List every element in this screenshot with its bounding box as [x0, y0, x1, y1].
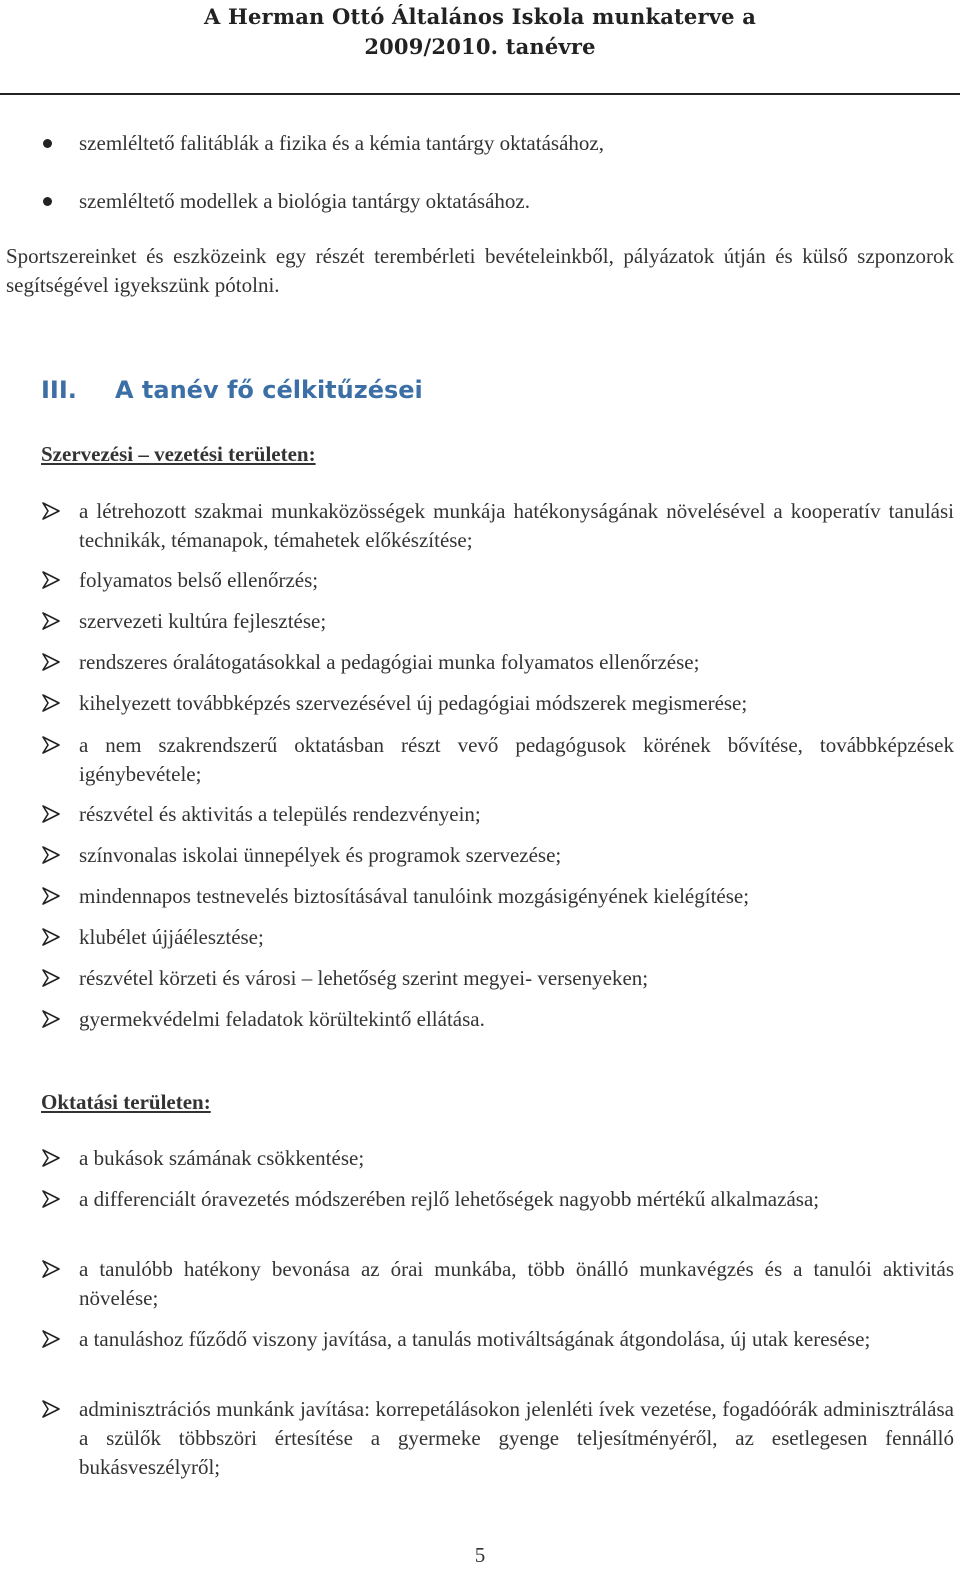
list-item-text: adminisztrációs munkánk javítása: korrepetálásokon jelenléti ívek vezetése, fogadóórák adminisztrálása a szülők többszöri értesítése a gyermeke gyenge teljesítményéről, az esetlegesen fennálló bukásveszélyről;	[79, 1397, 954, 1479]
list-item	[41, 1185, 954, 1214]
list-item	[41, 964, 954, 993]
list-item-text: a tanulóbb hatékony bevonása az órai munkába, több önálló munkavégzés és a tanulói aktivitás növelése;	[79, 1257, 954, 1310]
arrow-bullet-icon	[41, 928, 61, 946]
arrow-bullet-icon	[41, 694, 61, 712]
organizational-heading: Szervezési – vezetési területen:	[41, 442, 316, 466]
list-item	[0, 129, 960, 159]
intro-paragraph: Sportszereinket és eszközeink egy részét terembérleti bevételeinkből, pályázatok útján és külső szponzorok segítségével igyekszünk pótolni.	[6, 244, 954, 297]
arrow-bullet-icon	[41, 1330, 61, 1348]
header-divider	[0, 93, 960, 95]
list-item-text: a nem szakrendszerű oktatásban részt vevő pedagógusok körének bővítése, továbbképzések igénybevétele;	[79, 733, 954, 786]
bullet-icon	[43, 139, 52, 148]
list-item	[0, 187, 960, 217]
list-item	[41, 648, 954, 677]
list-item	[41, 882, 954, 911]
list-item-text: részvétel és aktivitás a település rendezvényein;	[79, 802, 481, 826]
list-item	[41, 607, 954, 636]
list-item-text: részvétel körzeti és városi – lehetőség szerint megyei- versenyeken;	[79, 966, 649, 990]
arrow-bullet-icon	[41, 1190, 61, 1208]
list-item	[41, 497, 954, 555]
list-item-text: a bukások számának csökkentése;	[79, 1146, 365, 1170]
bullet-icon	[43, 197, 52, 206]
section-heading	[41, 376, 423, 416]
section-number: III.	[41, 376, 77, 404]
educational-heading: Oktatási területen:	[41, 1090, 211, 1114]
arrow-bullet-icon	[41, 887, 61, 905]
list-item	[41, 1325, 954, 1354]
header-title-line-1: A Herman Ottó Általános Iskola munkaterve a	[203, 4, 757, 29]
list-item-text: szervezeti kultúra fejlesztése;	[79, 609, 327, 633]
arrow-bullet-icon	[41, 502, 61, 520]
arrow-bullet-icon	[41, 571, 61, 589]
arrow-bullet-icon	[41, 1400, 61, 1418]
list-item-text: a differenciált óravezetés módszerében rejlő lehetőségek nagyobb mértékű alkalmazása;	[79, 1187, 820, 1211]
list-item	[41, 1395, 954, 1482]
list-item-text: folyamatos belső ellenőrzés;	[79, 568, 319, 592]
list-item-text: rendszeres óralátogatásokkal a pedagógiai munka folyamatos ellenőrzése;	[79, 650, 700, 674]
arrow-bullet-icon	[41, 805, 61, 823]
list-item-text: szemléltető falitáblák a fizika és a kémia tantárgy oktatásához,	[79, 131, 604, 155]
list-item-text: szemléltető modellek a biológia tantárgy oktatásához.	[79, 189, 530, 213]
list-item	[41, 689, 954, 718]
arrow-bullet-icon	[41, 1260, 61, 1278]
list-item-text: kihelyezett továbbképzés szervezésével új pedagógiai módszerek megismerése;	[79, 691, 748, 715]
list-item	[41, 841, 954, 870]
list-item-text: a tanuláshoz fűződő viszony javítása, a tanulás motiváltságának átgondolása, új utak keresése;	[79, 1327, 871, 1351]
list-item	[41, 731, 954, 789]
list-item	[41, 800, 954, 829]
arrow-bullet-icon	[41, 1010, 61, 1028]
arrow-bullet-icon	[41, 969, 61, 987]
page-header	[0, 0, 960, 96]
list-item	[41, 1144, 954, 1173]
arrow-bullet-icon	[41, 612, 61, 630]
list-item-text: klubélet újjáélesztése;	[79, 925, 264, 949]
arrow-bullet-icon	[41, 1149, 61, 1167]
header-title-line-2: 2009/2010. tanévre	[364, 34, 596, 59]
list-item	[41, 1005, 954, 1034]
arrow-bullet-icon	[41, 653, 61, 671]
arrow-bullet-icon	[41, 736, 61, 754]
list-item-text: gyermekvédelmi feladatok körültekintő ellátása.	[79, 1007, 485, 1031]
list-item	[41, 566, 954, 595]
list-item-text: mindennapos testnevelés biztosításával tanulóink mozgásigényének kielégítése;	[79, 884, 750, 908]
section-title: A tanév fő célkitűzései	[115, 376, 423, 404]
list-item-text: a létrehozott szakmai munkaközösségek munkája hatékonyságának növelésével a kooperatív tanulási technikák, témanapok, témahetek előkészítése;	[79, 499, 954, 552]
list-item-text: színvonalas iskolai ünnepélyek és programok szervezése;	[79, 843, 562, 867]
page-number: 5	[474, 1543, 486, 1567]
arrow-bullet-icon	[41, 846, 61, 864]
list-item	[41, 923, 954, 952]
list-item	[41, 1255, 954, 1313]
